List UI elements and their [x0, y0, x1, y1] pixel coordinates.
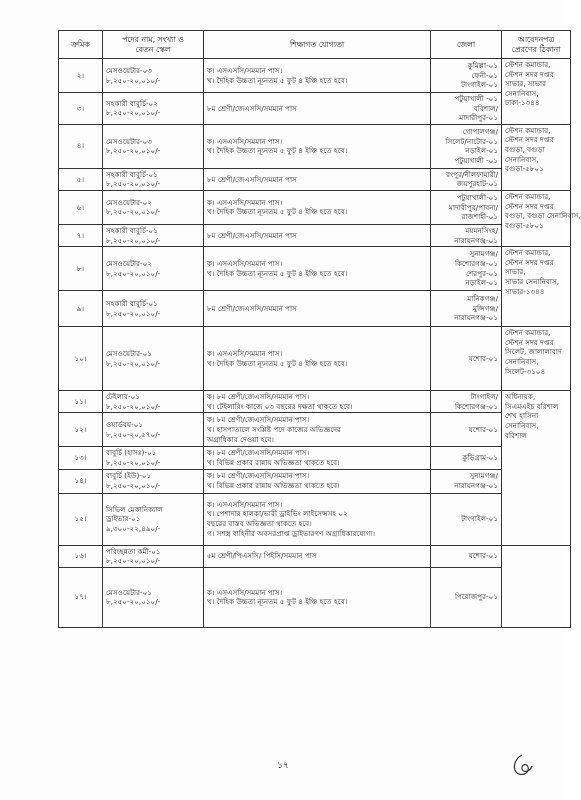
post-line: ড্রাইভার-০১ [106, 514, 141, 524]
qualification-cell [204, 493, 431, 545]
qualification-line: ক। এসএসসি/সমমান পাস। [207, 587, 283, 597]
district-line: রাজশাহী-০১ [461, 212, 498, 222]
serial-cell: ১৬। [59, 545, 103, 567]
district-cell [431, 59, 502, 93]
qualification-line: খ। দৈহিক উচ্চতা ন্যূনতম ৫ ফুট ৪ ইঞ্চি হতে হবে। [207, 75, 348, 85]
qualification-cell [204, 247, 431, 291]
district-line: নারায়নগঞ্জ-০১ [454, 235, 498, 245]
district-line: কিশোরগঞ্জ-০১ [454, 259, 498, 269]
post-line: ওয়ার্ডবয়-০১ [106, 420, 144, 430]
address-line: বগুড়া, বগুড়া [505, 144, 545, 154]
qualification-line: গ। সশস্ত্র বাহিনীর অবসরপ্রাপ্ত ড্রাইভারগণ অগ্রাধিকারযোগ্য। [207, 528, 376, 538]
address-line: বগুড়া, বগুড়া সেনানিবাস, [505, 211, 581, 221]
qualification-line: খ। দৈহিক উচ্চতা ন্যূনতম ৫ ফুট ৪ ইঞ্চি হতে হবে। [207, 597, 348, 607]
serial-cell: ৭। [59, 224, 103, 246]
district-line: ফেনী-০১ [471, 70, 498, 80]
district-line: কুড়িগ্রাম-০১ [462, 453, 498, 463]
post-line: সহকারী বাবুর্চি-০১ [106, 299, 158, 309]
qualification-line: ক। এসএসসি/সমমান পাস। [207, 136, 283, 146]
qualification-line: খ। দৈহিক উচ্চতা ন্যূনতম ৫ ফুট ৪ ইঞ্চি হতে হবে। [207, 146, 348, 156]
serial-cell: ১২। [59, 413, 103, 447]
address-line: সাভার-১৩৪৪ [505, 286, 545, 296]
district-line: গোপালগঞ্জ/ [462, 127, 498, 137]
qualification-line: ৮ম শ্রেণী/জেএসসি/সমমান পাস [207, 303, 297, 313]
qualification-line: ক। এসএসসি/সমমান পাস। [207, 65, 283, 75]
serial-cell: ১৫। [59, 493, 103, 545]
district-line: নড়াইল-০১ [465, 146, 498, 156]
qualification-cell [204, 447, 431, 469]
qualification-cell [204, 124, 431, 168]
district-line: টাংগাইল-০১ [461, 514, 498, 524]
address-line: সিএমএইচ বরিশাল [505, 401, 559, 411]
serial-cell: ১৩। [59, 447, 103, 469]
serial-cell: ৮। [59, 247, 103, 291]
qualification-line: খ। পেশাদার হালকা/ভারী ড্রাইভিং লাইসেন্সসহ ০২ [207, 509, 348, 519]
qualification-line: অগ্রাধিকার দেওয়া হবে। [207, 434, 274, 444]
district-cell [431, 327, 502, 391]
qualification-line: বছরের বাস্তব অভিজ্ঞতা থাকতে হবে। [207, 519, 312, 529]
district-line: নড়াইল-০১ [465, 278, 498, 288]
qualification-cell [204, 327, 431, 391]
qualification-cell [204, 59, 431, 93]
post-line: ৮,২৫০-২০,০১০/- [106, 75, 161, 85]
district-cell [431, 168, 502, 190]
district-cell [431, 493, 502, 545]
table-row [59, 545, 571, 567]
serial-cell: ৩। [59, 93, 103, 125]
table-row [59, 224, 571, 246]
district-cell [431, 124, 502, 168]
post-line: মেসওয়েটার-০২ [106, 197, 152, 207]
qualification-line: ক। এসএসসি/সমমান পাস। [207, 259, 283, 269]
district-line: টাংগাইল-০১ [461, 80, 498, 90]
post-line: মেসওয়েটার-০১ [106, 349, 152, 359]
post-cell [103, 93, 204, 125]
district-line: মানিকগঞ্জ/ [467, 294, 498, 304]
district-cell [431, 469, 502, 493]
district-line: পটুয়াখালী -০১ [454, 155, 498, 165]
address-line: বরিশাল [505, 430, 527, 440]
address-line: অধিনায়ক, [505, 392, 536, 402]
qualification-cell [204, 291, 431, 327]
address-cell [502, 391, 571, 545]
district-line: নারায়নগঞ্জ-০১ [454, 313, 498, 323]
header-address [502, 31, 571, 59]
address-line: সিলেট, জালালাবাদ [505, 347, 562, 357]
table-row [59, 93, 571, 125]
post-line: ৮,২৫০-২০,০১০/- [106, 268, 161, 278]
post-cell [103, 291, 204, 327]
district-line: যশোর-০১ [468, 551, 498, 561]
district-line: মাদারীপুর/পাবনা/ [449, 202, 498, 212]
district-cell [431, 413, 502, 447]
district-line: যশোর-০১ [468, 425, 498, 435]
qualification-line: খ। দৈহিক উচ্চতা ন্যূনতম ৫ ফুট ৪ ইঞ্চি হতে হবে। [207, 207, 348, 217]
post-cell [103, 545, 204, 567]
post-line: বাবুর্চি (ইউ)-০১ [106, 471, 152, 481]
district-line: পটুয়াখালী -০১ [454, 94, 498, 103]
post-line: টেইলার-০১ [106, 392, 140, 402]
post-cell [103, 567, 204, 627]
serial-cell: ৯। [59, 291, 103, 327]
qualification-line: খ। হাসপাতালে সংশ্লিষ্ট পদে কাজের অভিজ্ঞদের [207, 425, 341, 435]
signature-mark [508, 752, 536, 778]
address-cell [502, 59, 571, 125]
qualification-cell [204, 168, 431, 190]
qualification-cell [204, 545, 431, 567]
qualification-cell [204, 469, 431, 493]
table-row [59, 291, 571, 327]
qualification-line: ক। এসএসসি/সমমান পাস। [207, 197, 283, 207]
serial-cell: ২। [59, 59, 103, 93]
address-cell [502, 190, 581, 246]
district-cell [431, 447, 502, 469]
post-line: মেসওয়েটার-০২ [106, 259, 152, 269]
qualification-line: ক। ৮ম শ্রেণী/জেএসসি/সমমান পাস। [207, 471, 310, 481]
qualification-line: ৮ম শ্রেণী/জেএসসি/সমমান পাস [207, 103, 297, 113]
address-line: সিলেট-৩১০৪ [505, 366, 546, 376]
header-post [103, 31, 204, 59]
table-row [59, 413, 571, 447]
address-line: স্টেশন সদর দপ্তর [505, 135, 554, 145]
qualification-cell [204, 190, 431, 224]
post-line: মেসওয়েটার-০৩ [106, 136, 152, 146]
table-row [59, 168, 571, 190]
post-line: ৮,২৫০-২০,০১০/- [106, 401, 161, 411]
address-line: সাভার সেনানিবাস, [505, 276, 560, 286]
qualification-line: ৮ম শ্রেণী/জেএসসি/সমমান পাস [207, 174, 297, 184]
address-cell [502, 247, 571, 327]
qualification-line: ক। এসএসসি/সমমান পাস। [207, 499, 283, 509]
post-line: মেসওয়েটার-০১ [106, 587, 152, 597]
address-line: স্টেশন সদর দপ্তর [505, 337, 554, 347]
post-cell [103, 447, 204, 469]
district-cell [431, 567, 502, 627]
table-row [59, 567, 571, 627]
qualification-line: খ। বিভিন্ন প্রকার রান্নায় অভিজ্ঞতা থাকতে হবে। [207, 457, 340, 467]
post-line: ৮,২৫০-২০,০১০/- [106, 207, 161, 217]
recruitment-table [58, 30, 581, 628]
district-line: বরিশাল/ [473, 103, 498, 113]
address-line: ঢাকা-১৩৪৪ [505, 98, 540, 108]
district-line: শেরপুর-০১ [466, 268, 498, 278]
post-line: ৮,২৫০-২০,০১০/- [106, 481, 161, 491]
post-line: মেসওয়েটার-০৩ [106, 65, 152, 75]
address-line: সাভার, [505, 267, 526, 277]
address-line: বগুড়া-৫৮০১ [505, 220, 544, 230]
table-row [59, 469, 571, 493]
address-line: সেনানিবাস, [505, 88, 539, 98]
table-row [59, 190, 571, 224]
post-line: সহকারী বাবুর্চি-০১ [106, 225, 158, 235]
table-row [59, 247, 571, 291]
address-cell [502, 327, 571, 391]
address-line: সেনানিবাস, [505, 356, 539, 366]
post-line: ৮,২৫০-২০,০১০/- [106, 556, 161, 566]
district-line: ময়মনসিংহ/ [465, 225, 498, 235]
district-line: মুন্সিগঞ্জ/ [473, 303, 498, 313]
district-line: সুনামগঞ্জ/ [469, 249, 498, 259]
table-row [59, 327, 571, 391]
qualification-line: খ। বিভিন্ন প্রকার রান্নায় অভিজ্ঞতা থাকতে হবে। [207, 481, 340, 491]
serial-cell: ৫। [59, 168, 103, 190]
address-line: সাভার, সাভার [505, 79, 547, 89]
qualification-cell [204, 413, 431, 447]
header-serial: ক্রমিক [59, 31, 103, 59]
post-cell [103, 59, 204, 93]
header-post-line: বেতন স্কেল [135, 44, 171, 54]
district-cell [431, 391, 502, 413]
post-line: বাবুর্চি (হাসঃ)-০১ [106, 448, 157, 458]
address-line: স্টেশন কমান্ডার, [505, 191, 551, 201]
post-cell [103, 413, 204, 447]
address-cell [502, 124, 571, 190]
table-row [59, 447, 571, 469]
qualification-line: ক। এসএসসি/সমমান পাস। [207, 349, 283, 359]
district-line: পটুয়াখালী-০১ [456, 193, 498, 203]
table-row [59, 391, 571, 413]
post-line: ৮,২৫০-২০,০১০/- [106, 108, 161, 118]
post-line: ৮,২৫০-২০,০১০/- [106, 308, 161, 318]
district-line: সিলেট/নাটোর-০১ [445, 136, 498, 146]
post-line: ৮,২৫০-২০,০১০/- [106, 358, 161, 368]
qualification-cell [204, 224, 431, 246]
table-header-row [59, 31, 571, 59]
address-line: স্টেশন কমান্ডার, [505, 125, 551, 135]
serial-cell: ১১। [59, 391, 103, 413]
table-body [59, 59, 581, 628]
qualification-line: ক। ৮ম শ্রেণী/জেএসসি/সমমান পাস। [207, 415, 310, 425]
address-line: স্টেশন কমান্ডার, [505, 60, 551, 69]
qualification-cell [204, 567, 431, 627]
post-cell [103, 247, 204, 291]
address-line: শেখ হাসিনা [505, 411, 539, 421]
post-line: ৮,২৫০-২০,০১০/- [106, 235, 161, 245]
district-cell [431, 247, 502, 291]
post-cell [103, 391, 204, 413]
serial-cell: ৬। [59, 190, 103, 224]
address-cell [502, 545, 571, 627]
district-line: মাদারীপুর-০১ [459, 113, 498, 123]
district-line: নারায়নগঞ্জ-০১ [454, 481, 498, 491]
post-line: পরিচ্ছন্নতা কর্মী-০১ [106, 546, 161, 556]
serial-cell: ১৪। [59, 469, 103, 493]
post-cell [103, 469, 204, 493]
post-line: ৮,২৫০-২০,৫৭০/- [106, 429, 161, 439]
district-line: পিরোজপুর-০১ [454, 592, 498, 602]
serial-cell: ১৭। [59, 567, 103, 627]
address-line: সেনানিবাস, [505, 420, 539, 430]
address-line: বগুড়া-৫৮০১ [505, 164, 544, 174]
address-line: স্টেশন কমান্ডার, [505, 248, 551, 258]
qualification-line: খ। দৈহিক উচ্চতা ন্যূনতম ৫ ফুট ৪ ইঞ্চি হতে হবে। [207, 268, 348, 278]
post-line: ৮,২৫০-২০,০১০/- [106, 146, 161, 156]
header-address-line: আবেদনপত্র [517, 34, 555, 44]
post-line: ৮,২৫০-২০,০১০/- [106, 457, 161, 467]
qualification-line: ক। ৮ম শ্রেণী/জেএসসি/সমমান পাস। [207, 448, 310, 458]
district-cell [431, 93, 502, 125]
post-cell [103, 190, 204, 224]
post-line: ৮,২৫০-২০,০১০/- [106, 179, 161, 189]
district-line: যশোর-০১ [468, 353, 498, 363]
table-row [59, 59, 571, 93]
qualification-line: ক। ৮ম শ্রেণী/জেএসসি/সমমান পাস। [207, 392, 310, 402]
post-cell [103, 327, 204, 391]
header-district: জেলা [431, 31, 502, 59]
serial-cell: ৪। [59, 124, 103, 168]
address-line: স্টেশন সদর দপ্তর [505, 257, 554, 267]
address-line: স্টেশন সদর দপ্তর [505, 69, 554, 79]
address-line: স্টেশন সদর দপ্তর [505, 201, 554, 211]
district-line: টাংগাইল/ [470, 392, 498, 402]
district-line: কুমিল্লা-০১ [467, 61, 498, 71]
post-line: সিভিল মেকানিক্যাল [106, 504, 163, 514]
post-cell [103, 493, 204, 545]
qualification-line: ৫ম শ্রেণী/পিএসসি/ পিইসি/সমমান পাস [207, 551, 317, 561]
district-cell [431, 190, 502, 224]
qualification-cell [204, 391, 431, 413]
district-line: জয়পুরহাট-০১ [456, 179, 498, 189]
qualification-line: খ। দৈহিক উচ্চতা ন্যূনতম ৫ ফুট ৪ ইঞ্চি হতে হবে। [207, 358, 348, 368]
post-line: ৮,২৫০-২০,০১০/- [106, 597, 161, 607]
header-post-line: পদের নাম, সংখ্যা ও [122, 34, 184, 44]
district-cell [431, 224, 502, 246]
serial-cell: ১০। [59, 327, 103, 391]
table-row [59, 124, 571, 168]
post-cell [103, 168, 204, 190]
header-qualification: শিক্ষাগত যোগ্যতা [204, 31, 431, 59]
district-cell [431, 291, 502, 327]
district-cell [431, 545, 502, 567]
post-cell [103, 224, 204, 246]
post-cell [103, 124, 204, 168]
qualification-line: খ। টেইলারিং কাজে ০৩ বছরের দক্ষতা থাকতে হবে। [207, 401, 353, 411]
qualification-cell [204, 93, 431, 125]
address-line: স্টেশন কমান্ডার, [505, 328, 551, 338]
district-line: সুনামগঞ্জ/ [469, 471, 498, 481]
header-address-line: প্রেরণের ঠিকানা [511, 44, 561, 54]
table-row [59, 493, 571, 545]
post-line: সহকারী বাবুর্চি-০১ [106, 169, 158, 179]
post-line: সহকারী বাবুর্চি-০২ [106, 98, 158, 108]
qualification-line: ৮ম শ্রেণী/জেএসসি/সমমান পাস [207, 230, 297, 240]
post-line: ৯,৩০০-২২,৪৯০/- [106, 523, 161, 533]
page-number: ১৭ [277, 761, 289, 771]
district-line: রংপুর/নীলফামারী/ [446, 169, 498, 179]
district-line: কিশোরগঞ্জ-০১ [454, 401, 498, 411]
address-line: সেনানিবাস, [505, 154, 539, 164]
